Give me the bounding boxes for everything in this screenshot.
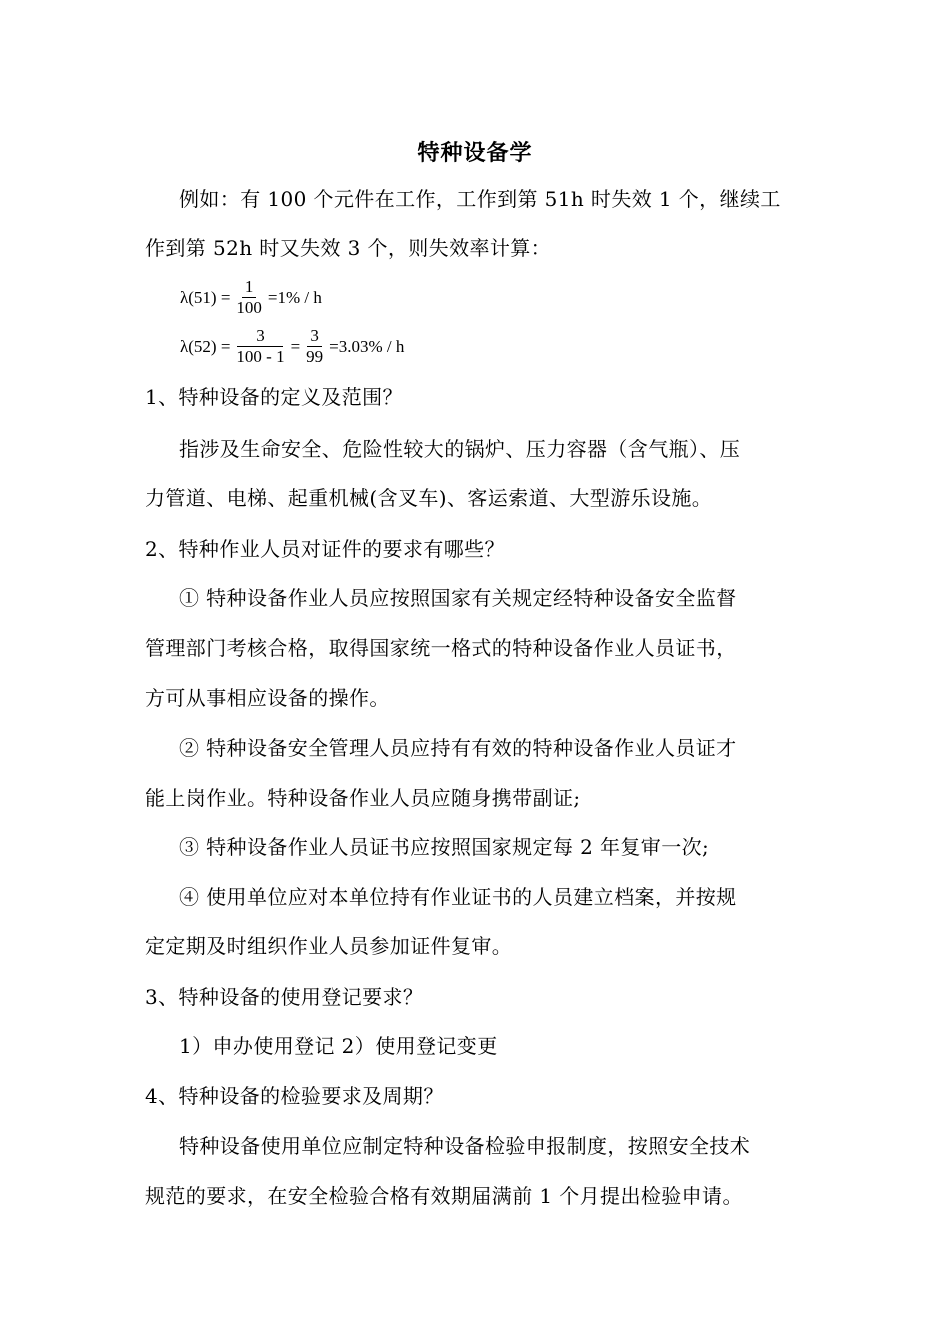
question-1-answer-line-2: 力管道、电梯、起重机械(含叉车)、客运索道、大型游乐设施。	[145, 486, 713, 510]
formula-fraction	[233, 326, 287, 367]
formula-rhs: =1% / h	[267, 287, 322, 307]
question-3-heading: 3、特种设备的使用登记要求？	[145, 985, 424, 1009]
fraction-denominator: 100	[236, 298, 262, 317]
question-2-item-4-line-1: ④ 使用单位应对本单位持有作业证书的人员建立档案，并按规	[179, 885, 737, 909]
formula-lambda-51	[180, 277, 322, 318]
question-2-item-4-line-2: 定定期及时组织作业人员参加证件复审。	[145, 934, 513, 958]
question-1-answer-line-1: 指涉及生命安全、危险性较大的锅炉、压力容器（含气瓶）、压	[179, 437, 741, 461]
question-2-item-2-line-2: 能上岗作业。特种设备作业人员应随身携带副证;	[145, 786, 581, 810]
question-4-answer-line-2: 规范的要求，在安全检验合格有效期届满前 1 个月提出检验申请。	[145, 1184, 743, 1208]
question-2-item-1-line-1: ① 特种设备作业人员应按照国家有关规定经特种设备安全监督	[179, 586, 737, 610]
fraction-numerator: 1	[242, 277, 257, 298]
question-4-heading: 4、特种设备的检验要求及周期？	[145, 1084, 444, 1108]
example-text-line-2: 作到第 52h 时又失效 3 个，则失效率计算：	[145, 236, 552, 260]
fraction-numerator: 3	[237, 326, 283, 347]
fraction-numerator: 3	[307, 326, 322, 347]
question-2-item-2-line-1: ② 特种设备安全管理人员应持有有效的特种设备作业人员证才	[179, 736, 737, 760]
formula-lhs: λ(52) =	[180, 336, 231, 356]
fraction-denominator: 99	[306, 347, 324, 366]
formula-rhs: =3.03% / h	[329, 336, 405, 356]
question-2-item-1-line-3: 方可从事相应设备的操作。	[145, 686, 390, 710]
fraction-denominator: 100 - 1	[236, 347, 285, 366]
question-1-heading: 1、特种设备的定义及范围？	[145, 385, 403, 409]
question-2-heading: 2、特种作业人员对证件的要求有哪些？	[145, 537, 505, 561]
formula-fraction	[233, 277, 265, 318]
example-text-line-1: 例如：有 100 个元件在工作，工作到第 51h 时失效 1 个，继续工	[179, 187, 781, 211]
question-3-answer: 1）申办使用登记 2）使用登记变更	[179, 1034, 498, 1058]
question-2-item-3: ③ 特种设备作业人员证书应按照国家规定每 2 年复审一次;	[179, 835, 710, 859]
formula-lhs: λ(51) =	[180, 287, 231, 307]
formula-fraction	[303, 326, 326, 367]
question-4-answer-line-1: 特种设备使用单位应制定特种设备检验申报制度，按照安全技术	[179, 1134, 751, 1158]
question-2-item-1-line-2: 管理部门考核合格，取得国家统一格式的特种设备作业人员证书，	[145, 636, 737, 660]
formula-equals: =	[290, 336, 301, 356]
page-title: 特种设备学	[417, 140, 533, 166]
formula-lambda-52	[180, 326, 404, 367]
